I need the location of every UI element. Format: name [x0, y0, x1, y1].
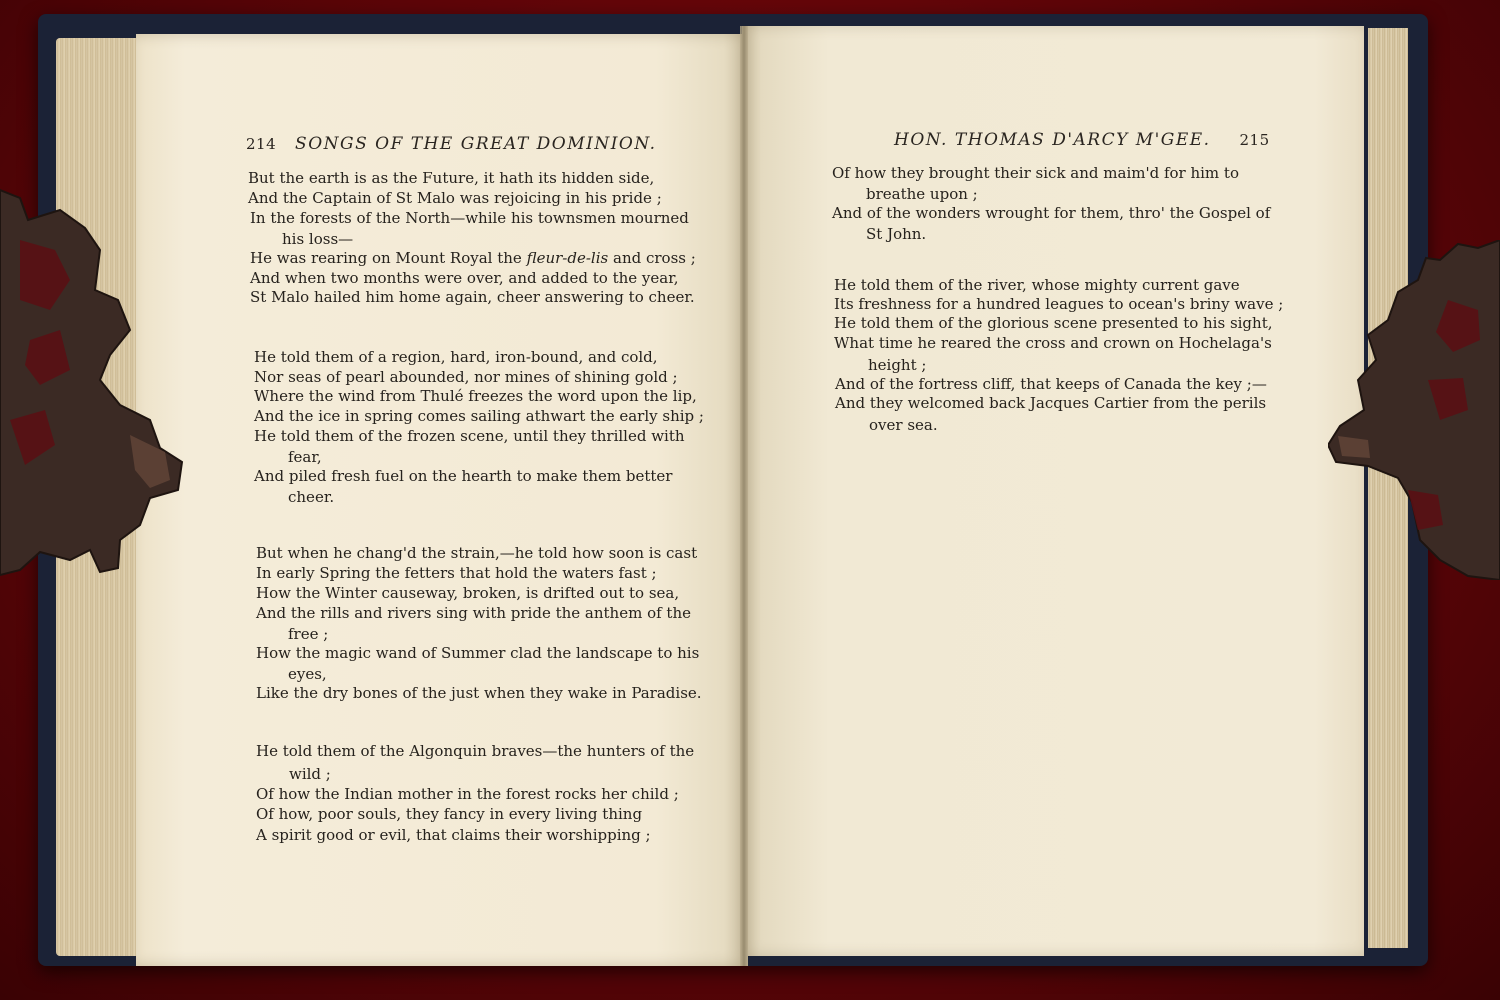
verse-line: Like the dry bones of the just when they wake in Paradise. — [256, 684, 702, 702]
verse-line: cheer. — [288, 488, 335, 506]
verse-line: He told them of the glorious scene presented to his sight, — [834, 314, 1273, 332]
verse-line: But the earth is as the Future, it hath its hidden side, — [248, 169, 655, 187]
page-edges-right — [1368, 28, 1408, 948]
verse-line: He told them of a region, hard, iron-bound, and cold, — [254, 348, 658, 366]
verse-line: In early Spring the fetters that hold the waters fast ; — [256, 564, 657, 582]
right-page-number: 215 — [1239, 131, 1270, 149]
verse-line: In the forests of the North—while his townsmen mourned — [250, 209, 689, 227]
verse-line: And piled fresh fuel on the hearth to make them better — [254, 467, 673, 485]
verse-line-mixed — [250, 251, 696, 266]
verse-line: And of the wonders wrought for them, thro' the Gospel of — [832, 204, 1271, 222]
verse-line: St John. — [866, 225, 927, 243]
verse-line: He told them of the river, whose mighty current gave — [834, 276, 1240, 294]
left-page — [136, 34, 748, 966]
verse-line: How the Winter causeway, broken, is drifted out to sea, — [256, 584, 680, 602]
verse-line: And the rills and rivers sing with pride the anthem of the — [256, 604, 691, 622]
verse-line: But when he chang'd the strain,—he told how soon is cast — [256, 544, 698, 562]
verse-line: And of the fortress cliff, that keeps of Canada the key ;— — [835, 375, 1267, 393]
verse-line: And the Captain of St Malo was rejoicing in his pride ; — [248, 189, 662, 207]
verse-line: What time he reared the cross and crown on Hochelaga's — [834, 334, 1272, 352]
verse-line: fear, — [288, 448, 322, 466]
verse-line: Nor seas of pearl abounded, nor mines of shining gold ; — [254, 368, 678, 386]
book-gutter — [740, 26, 748, 966]
verse-line: his loss— — [282, 230, 354, 248]
verse-line: He told them of the frozen scene, until they thrilled with — [254, 427, 685, 445]
left-page-number: 214 — [246, 135, 277, 153]
verse-line: He told them of the Algonquin braves—the hunters of the — [256, 742, 695, 760]
verse-line: And they welcomed back Jacques Cartier from the perils — [835, 394, 1267, 412]
verse-line: Its freshness for a hundred leagues to ocean's briny wave ; — [834, 295, 1284, 313]
right-running-title: HON. THOMAS D'ARCY M'GEE. — [894, 130, 1211, 150]
right-page — [742, 26, 1364, 956]
verse-italic-text: fleur-de-lis — [526, 249, 609, 267]
verse-line: St Malo hailed him home again, cheer answering to cheer. — [250, 288, 695, 306]
verse-line: How the magic wand of Summer clad the landscape to his — [256, 644, 700, 662]
verse-line: Of how they brought their sick and maim'd for him to — [832, 164, 1239, 182]
verse-line: wild ; — [289, 765, 331, 783]
verse-line: over sea. — [869, 416, 938, 434]
verse-line: And the ice in spring comes sailing athwart the early ship ; — [254, 407, 704, 425]
verse-text: and cross ; — [613, 249, 696, 267]
left-page-header — [246, 134, 657, 154]
verse-line: eyes, — [288, 665, 327, 683]
verse-line: And when two months were over, and added to the year, — [250, 269, 679, 287]
verse-line: Of how the Indian mother in the forest rocks her child ; — [256, 785, 679, 803]
left-running-title: SONGS OF THE GREAT DOMINION. — [295, 134, 657, 154]
verse-line: breathe upon ; — [866, 185, 978, 203]
verse-line: height ; — [868, 356, 927, 374]
verse-line: A spirit good or evil, that claims their worshipping ; — [256, 826, 651, 844]
verse-line: free ; — [288, 625, 329, 643]
right-page-header — [894, 130, 1270, 150]
verse-line: Of how, poor souls, they fancy in every living thing — [256, 805, 643, 823]
verse-text: He was rearing on Mount Royal the — [250, 249, 522, 267]
verse-line: Where the wind from Thulé freezes the word upon the lip, — [254, 387, 697, 405]
